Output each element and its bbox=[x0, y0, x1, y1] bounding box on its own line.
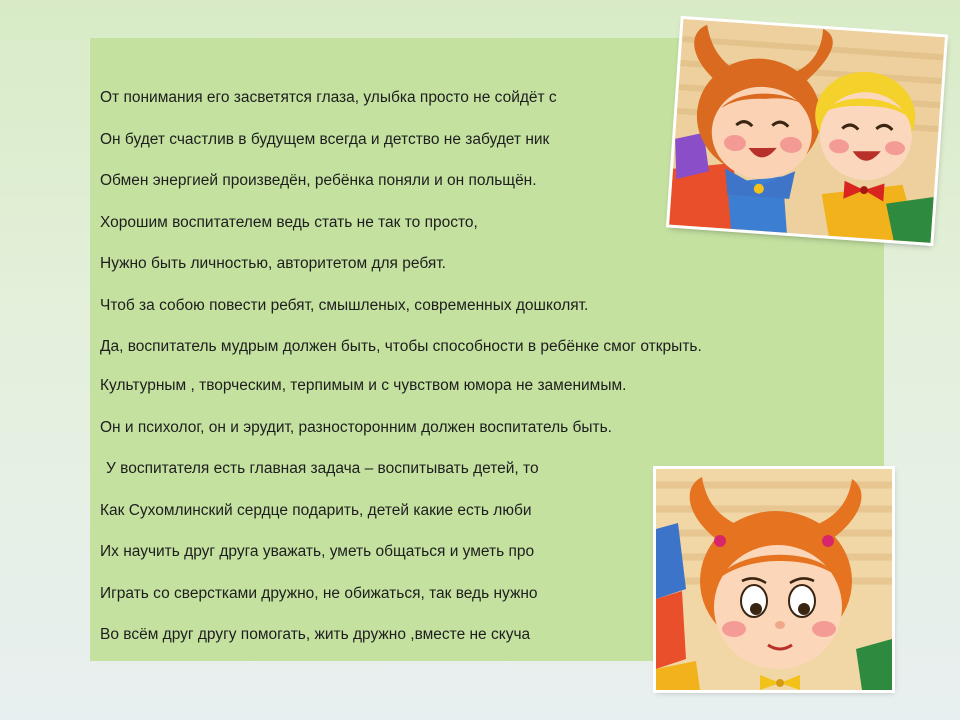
poem-line: У воспитателя есть главная задача – воспитывать детей, то bbox=[106, 460, 539, 477]
poem-line: Он и психолог, он и эрудит, разносторонним должен воспитатель быть. bbox=[100, 418, 612, 436]
two-kids-illustration bbox=[669, 19, 945, 243]
poem-line: Их научить друг друга уважать, уметь общаться и уметь про bbox=[100, 543, 535, 560]
poem-line: От понимания его засветятся глаза, улыбка просто не сойдёт с bbox=[100, 89, 557, 106]
poem-line: Нужно быть личностью, авторитетом для ребят. bbox=[100, 255, 446, 272]
poem-line: Хорошим воспитателем ведь стать не так то просто, bbox=[100, 213, 478, 231]
poem-line: Играть со сверстками дружно, не обижаться, так ведь нужно bbox=[100, 584, 538, 602]
two-kids-laughing-image bbox=[669, 19, 945, 243]
poem-line: Он будет счастлив в будущем всегда и детство не забудет ник bbox=[100, 130, 550, 148]
poem-line: Чтоб за собою повести ребят, смышленых, современных дошколят. bbox=[100, 296, 589, 314]
girl-illustration bbox=[656, 469, 892, 690]
poem-line: Культурным , творческим, терпимым и с чувством юмора не заменимым. bbox=[100, 377, 627, 394]
poem-line: Во всём друг другу помогать, жить дружно ,вместе не скуча bbox=[100, 626, 531, 643]
poem-line: Да, воспитатель мудрым должен быть, чтобы способности в ребёнке смог открыть. bbox=[100, 338, 702, 355]
poem-line: Как Сухомлинский сердце подарить, детей какие есть люби bbox=[100, 501, 532, 519]
cartoon-girl-image bbox=[656, 469, 892, 690]
poem-line: Обмен энергией произведён, ребёнка поняли и он польщён. bbox=[100, 172, 537, 189]
